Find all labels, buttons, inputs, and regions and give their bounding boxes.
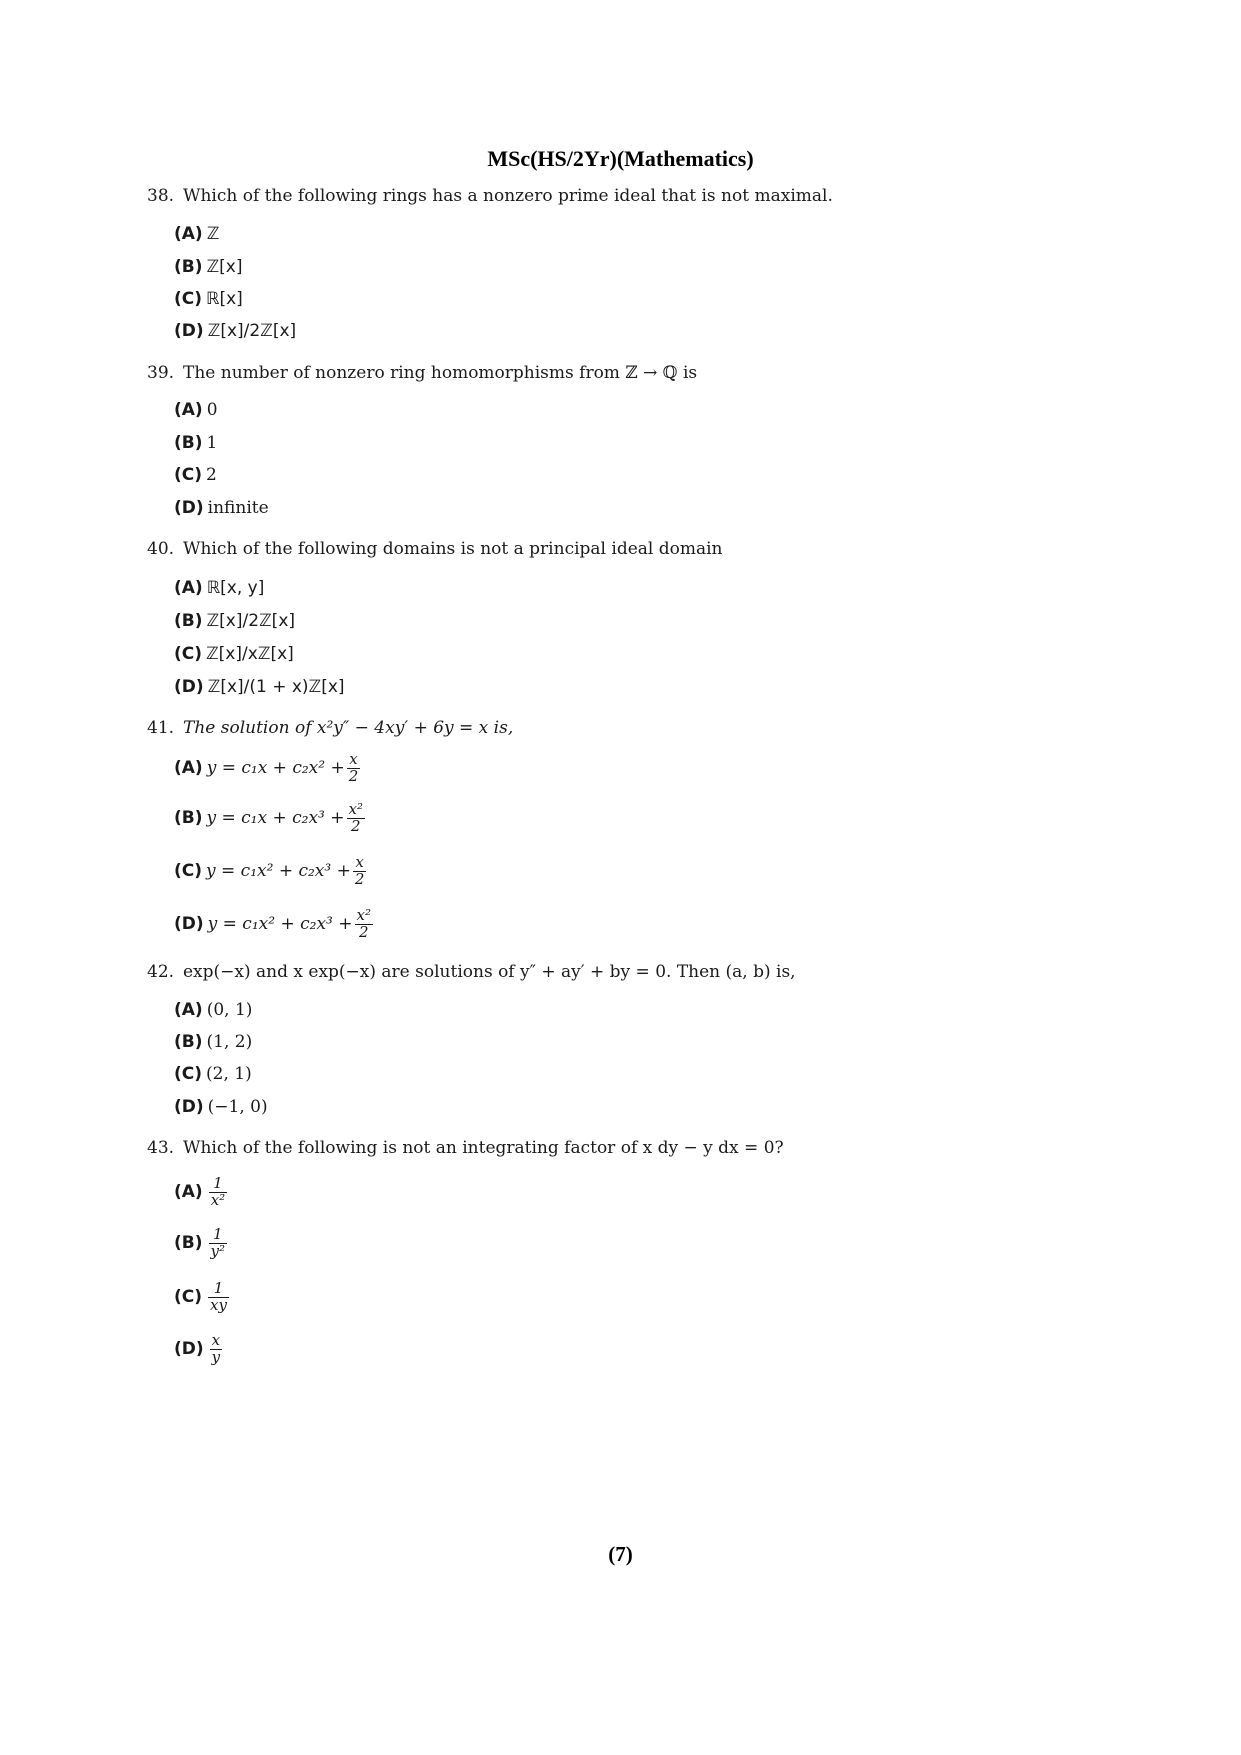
option-label: (D) <box>174 1097 204 1117</box>
option-value: (−1, 0) <box>207 1097 268 1117</box>
option-label: (D) <box>174 677 204 697</box>
fraction <box>353 855 367 888</box>
option-label: (D) <box>174 321 204 341</box>
option-label: (A) <box>174 578 203 598</box>
question-42 <box>147 962 796 982</box>
question-40 <box>147 539 723 559</box>
question-43 <box>147 1138 784 1158</box>
option-40-a <box>174 578 264 598</box>
question-41 <box>147 718 513 738</box>
question-39 <box>147 363 697 383</box>
option-value: (2, 1) <box>206 1064 252 1084</box>
option-42-c <box>174 1064 252 1084</box>
option-label: (B) <box>174 257 203 277</box>
option-value: 1 <box>206 433 218 453</box>
option-41-c <box>174 855 366 888</box>
fraction <box>210 1333 222 1366</box>
option-label: (B) <box>174 1032 203 1052</box>
option-label: (C) <box>174 1064 203 1084</box>
page-header: MSc(HS/2Yr)(Mathematics) <box>487 146 754 171</box>
fraction <box>355 908 373 941</box>
question-number: 43. <box>147 1138 175 1158</box>
question-text: Which of the following is not an integrating factor of x dy − y dx = 0? <box>183 1138 784 1158</box>
option-38-b <box>174 257 242 277</box>
question-number: 41. <box>147 718 175 738</box>
numerator: x <box>347 752 361 769</box>
option-value: ℤ[x]/xℤ[x] <box>206 644 294 664</box>
option-39-d <box>174 498 269 518</box>
denominator: 2 <box>351 816 361 835</box>
option-label: (B) <box>174 807 203 828</box>
page-number: (7) <box>608 1542 633 1566</box>
denominator: 2 <box>354 869 365 888</box>
question-text: The solution of x²y″ − 4xy′ + 6y = x is, <box>183 718 514 738</box>
option-label: (B) <box>174 611 203 631</box>
fraction <box>209 1227 228 1260</box>
option-38-c <box>174 289 243 309</box>
question-number: 40. <box>147 539 175 559</box>
option-43-a <box>174 1176 227 1209</box>
numerator: 1 <box>208 1281 229 1298</box>
option-label: (B) <box>174 433 203 453</box>
option-label: (A) <box>174 757 203 778</box>
option-43-b <box>174 1227 227 1260</box>
option-42-a <box>174 1000 252 1020</box>
question-text: Which of the following domains is not a principal ideal domain <box>183 539 723 559</box>
option-value: 2 <box>206 465 217 485</box>
option-label: (A) <box>174 400 203 420</box>
numerator: 1 <box>209 1176 227 1193</box>
denominator: y² <box>210 1241 225 1260</box>
numerator: x² <box>348 800 364 818</box>
denominator: xy <box>210 1295 227 1314</box>
option-label: (D) <box>174 913 204 934</box>
option-value: (0, 1) <box>206 1000 253 1020</box>
option-43-d <box>174 1333 222 1366</box>
option-value: y = c₁x + c₂x³ + <box>206 807 345 828</box>
numerator: x² <box>356 906 371 924</box>
option-label: (A) <box>174 224 203 244</box>
option-value: infinite <box>207 498 269 518</box>
option-43-c <box>174 1281 229 1314</box>
option-value: ℤ[x]/2ℤ[x] <box>206 611 296 631</box>
option-42-b <box>174 1032 252 1052</box>
option-value: ℤ[x]/(1 + x)ℤ[x] <box>207 677 345 697</box>
fraction <box>347 802 365 835</box>
option-42-d <box>174 1097 268 1117</box>
numerator: x <box>210 1333 222 1350</box>
fraction <box>208 1281 229 1314</box>
option-value: ℤ[x]/2ℤ[x] <box>207 321 297 341</box>
option-value: y = c₁x² + c₂x³ + <box>206 860 351 881</box>
option-value: y = c₁x² + c₂x³ + <box>207 913 353 934</box>
option-value: 0 <box>206 400 218 420</box>
option-value: y = c₁x + c₂x² + <box>206 757 345 778</box>
option-value: ℤ <box>206 224 220 244</box>
question-number: 39. <box>147 363 175 383</box>
option-40-d <box>174 677 345 697</box>
fraction <box>347 752 361 785</box>
option-label: (C) <box>174 1286 203 1307</box>
option-41-b <box>174 802 365 835</box>
option-40-c <box>174 644 294 664</box>
question-text: exp(−x) and x exp(−x) are solutions of y″ + ay′ + by = 0. Then (a, b) is, <box>183 962 796 982</box>
option-value: ℤ[x] <box>206 257 243 277</box>
denominator: 2 <box>348 766 359 785</box>
numerator: 1 <box>209 1227 228 1244</box>
option-label: (D) <box>174 498 204 518</box>
option-value: ℝ[x] <box>206 289 243 309</box>
option-40-b <box>174 611 295 631</box>
option-label: (C) <box>174 289 203 309</box>
option-value: ℝ[x, y] <box>206 578 265 598</box>
option-label: (D) <box>174 1338 204 1359</box>
option-label: (C) <box>174 644 203 664</box>
option-41-a <box>174 752 360 785</box>
denominator: 2 <box>358 922 369 941</box>
option-label: (C) <box>174 860 203 881</box>
option-38-d <box>174 321 296 341</box>
question-text: Which of the following rings has a nonzero prime ideal that is not maximal. <box>183 186 833 206</box>
numerator: x <box>353 855 367 872</box>
fraction <box>209 1176 227 1209</box>
option-label: (B) <box>174 1232 203 1253</box>
question-38 <box>147 186 833 206</box>
option-39-c <box>174 465 217 485</box>
option-label: (A) <box>174 1000 203 1020</box>
option-label: (C) <box>174 465 203 485</box>
option-value: (1, 2) <box>206 1032 253 1052</box>
option-label: (A) <box>174 1181 203 1202</box>
denominator: x² <box>210 1190 226 1209</box>
question-text: The number of nonzero ring homomorphisms from ℤ → ℚ is <box>183 363 698 383</box>
question-number: 38. <box>147 186 175 206</box>
option-39-a <box>174 400 218 420</box>
option-39-b <box>174 433 217 453</box>
option-41-d <box>174 908 373 941</box>
denominator: y <box>211 1347 221 1366</box>
question-number: 42. <box>147 962 175 982</box>
option-38-a <box>174 224 219 244</box>
